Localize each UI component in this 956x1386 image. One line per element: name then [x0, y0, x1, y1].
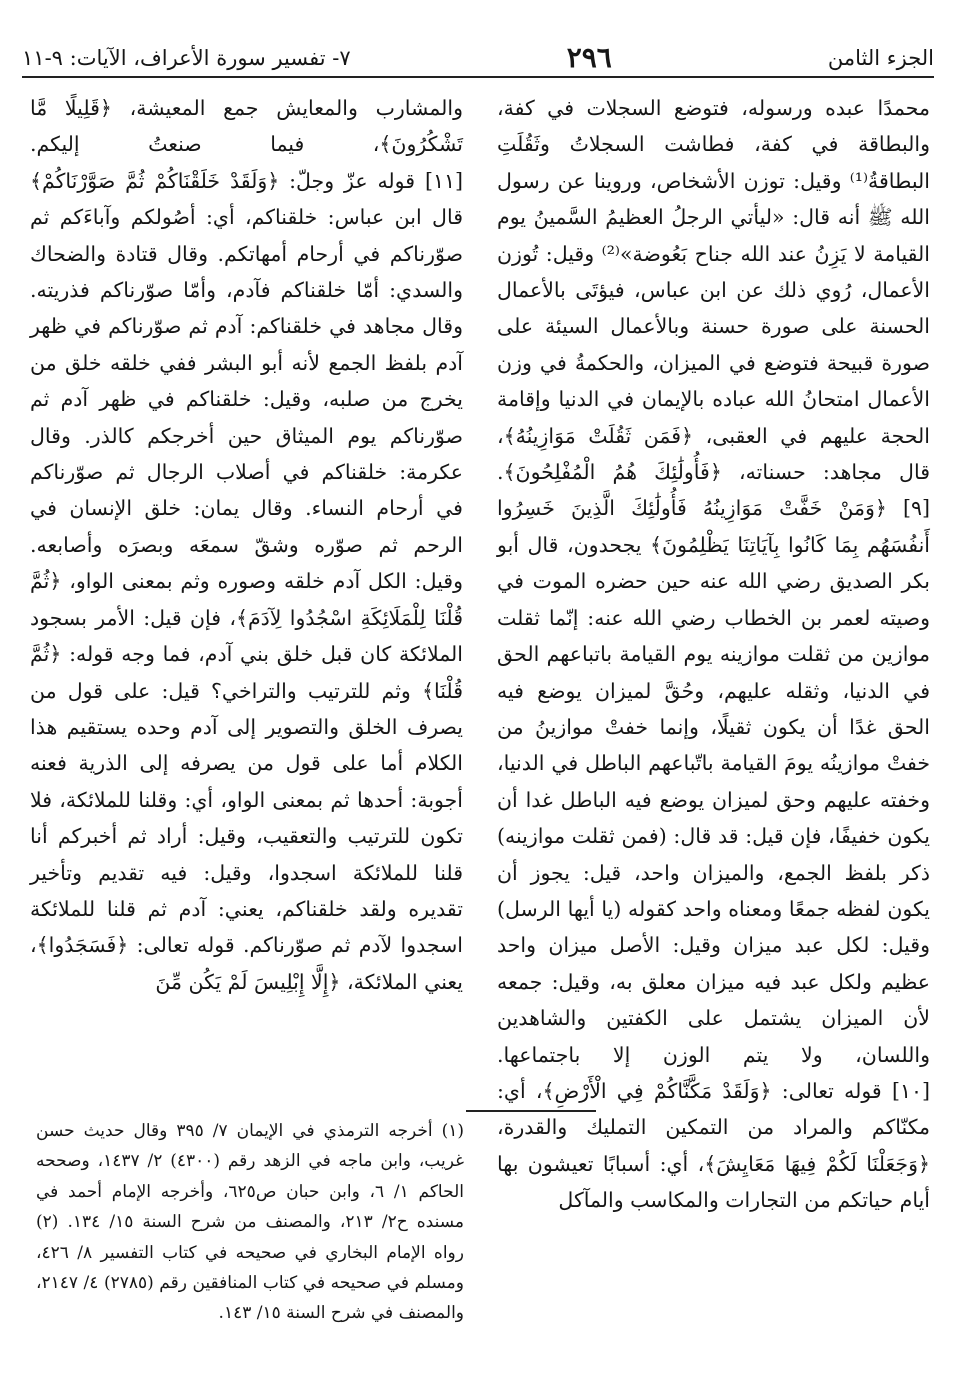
right-column	[497, 90, 930, 1219]
left-column	[30, 90, 463, 1000]
footnote-text: (١) أخرجه الترمذي في الإيمان ٧/ ٣٩٥ وقال حديث حسن غريب، وابن ماجه في الزهد رقم (٤٣٠٠) ٢/ ١٤٣٧، وصححه الحاكم ١/ ٦، وابن حبان ص٦٢٥، وأخرجه الإمام أحمد في مسنده ح٢/ ٢١٣، والمصنف من شرح السنة ١٥/ ١٣٤. (٢) رواه الإمام البخاري في صحيحه في كتاب التفسير ٨/ ٤٢٦، ومسلم في صحيحه في كتاب المنافقين رقم (٢٧٨٥) ٤/ ٢١٤٧، والمصنف في شرح السنة ١٥/ ١٤٣.	[36, 1121, 465, 1324]
running-title: ٧- تفسير سورة الأعراف، الآيات: ٩-١١	[22, 46, 351, 70]
paragraph: والمشارب والمعايش جمع المعيشة، ﴿قَلِيلًا مَّا تَشْكُرُونَ﴾، فيما صنعتُ إليكم.	[30, 96, 463, 157]
paragraph: محمدًا عبده ورسوله، فتوضع السجلات في كفة، والبطاقة في كفة، فطاشت السجلاتُ وثَقُلَتِ البطاقةُ⁽¹⁾ وقيل: توزن الأشخاص، وروينا عن رسول الله ﷺ أنه قال: «ليأتي الرجلُ العظيمُ السَّمينُ يوم القيامة لا يَزِنُ عند الله جناح بَعُوضة»⁽²⁾ وقيل: تُوزن الأعمال، رُوي ذلك عن ابن عباس، فيؤتَى بالأعمال الحسنة على صورة حسنة وبالأعمال السيئة على صورة قبيحة فتوضع في الميزان، والحكمةُ في وزن الأعمال امتحانُ الله عباده بالإيمان في الدنيا وإقامة الحجة عليهم في العقبى، ﴿فَمَن ثَقُلَتْ مَوَازِينُهُ﴾، قال مجاهد: حسناته، ﴿فَأُولَٰئِكَ هُمُ الْمُفْلِحُونَ﴾.	[497, 96, 930, 485]
part-label: الجزء الثامن	[827, 46, 934, 70]
footnotes	[36, 1116, 464, 1329]
footnote-separator	[466, 1110, 596, 1112]
paragraph: [١٠] قوله تعالى: ﴿وَلَقَدْ مَكَّنَّاكُمْ فِي الْأَرْضِ﴾، أي: مكنّاكم والمراد من التمكين التمليك والقدرة، ﴿وَجَعَلْنَا لَكُمْ فِيهَا مَعَايِشَ﴾، أي: أسبابًا تعيشون بها أيام حياتكم من التجارات والمكاسب والمآكل	[497, 1078, 930, 1213]
page-header	[22, 30, 934, 78]
page-number: ٢٩٦	[566, 41, 612, 74]
paragraph: [٩] ﴿وَمَنْ خَفَّتْ مَوَازِينُهُ فَأُولَٰئِكَ الَّذِينَ خَسِرُوا أَنفُسَهُم بِمَا كَانُوا بِآيَاتِنَا يَظْلِمُونَ﴾ يجحدون، قال أبو بكر الصديق رضي الله عنه حين حضره الموت في وصيته لعمر بن الخطاب رضي الله عنه: إنّما ثقلت موازين من ثقلت موازينه يوم القيامة باتباعهم الحق في الدنيا، وثقله عليهم، وحُقَّ لميزان يوضع فيه الحق غدًا أن يكون ثقيلًا، وإنما خفتْ موازينُ من خفتْ موازينُه يومَ القيامة باتّباعهم الباطل في الدنيا، وخفته عليهم وحق لميزان يوضع فيه الباطل غدا أن يكون خفيفًا، فإن قيل: قد قال: (فمن ثقلت موازينه) ذكر بلفظ الجمع، والميزان واحد، قيل: يجوز أن يكون لفظه جمعًا ومعناه واحد كقوله (يا أيها الرسل) وقيل: لكل عبد ميزان وقيل: الأصل ميزان واحد عظيم ولكل عبد فيه ميزان معلق به، وقيل: جمعه لأن الميزان يشتمل على الكفتين والشاهدين واللسان، ولا يتم الوزن إلا باجتماعها.	[497, 496, 930, 1067]
paragraph: [١١] قوله عزّ وجلّ: ﴿وَلَقَدْ خَلَقْنَاكُمْ ثُمَّ صَوَّرْنَاكُمْ﴾ قال ابن عباس: خلقناكم، أي: أصُولكم وآباءَكم ثم صوّرناكم في أرحام أمهاتكم. وقال قتادة والضحاك والسدي: أمّا خلقناكم فآدم، وأمّا صوّرناكم فذريته. وقال مجاهد في خلقناكم: آدم ثم صوّرناكم في ظهر آدم بلفظ الجمع لأنه أبو البشر ففي خلقه خلق من يخرج من صلبه، وقيل: خلقناكم في ظهر آدم ثم صوّرناكم يوم الميثاق حين أخرجكم كالذر. وقال عكرمة: خلقناكم في أصلاب الرجال ثم صوّرناكم في أرحام النساء. وقال يمان: خلق الإنسان في الرحم ثم صوّره وشقّ سمعَه وبصرَه وأصابعه. وقيل: الكل آدم خلقه وصوره وثم بمعنى الواو، ﴿ثُمَّ قُلْنَا لِلْمَلَائِكَةِ اسْجُدُوا لِآدَمَ﴾، فإن قيل: الأمر بسجود الملائكة كان قبل خلق بني آدم، فما وجه قوله: ﴿ثُمَّ قُلْنَا﴾ وثم للترتيب والتراخي؟ قيل: على قول من يصرف الخلق والتصوير إلى آدم وحده يستقيم هذا الكلام أما على قول من يصرفه إلى الذرية فعنه أجوبة: أحدها ثم بمعنى الواو، أي: وقلنا للملائكة، فلا تكون للترتيب والتعقيب، وقيل: أراد ثم أخبركم أنا قلنا للملائكة اسجدوا، وقيل: فيه تقديم وتأخير تقديره ولقد خلقناكم، يعني: آدم ثم قلنا للملائكة اسجدوا لآدم ثم صوّرناكم. قوله تعالى: ﴿فَسَجَدُوا﴾، يعني الملائكة، ﴿إِلَّا إِبْلِيسَ لَمْ يَكُن مِّنَ	[30, 168, 463, 994]
